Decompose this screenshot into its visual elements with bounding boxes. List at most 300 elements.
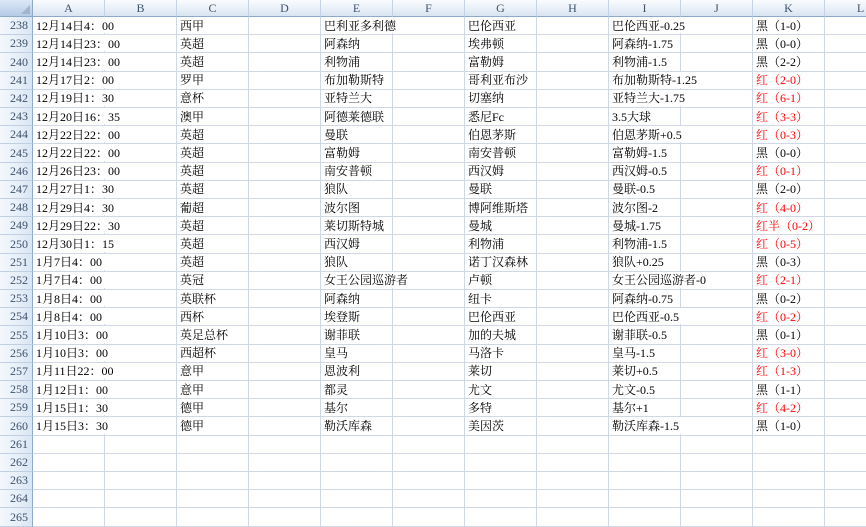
cell-L247[interactable] — [825, 181, 866, 199]
cell-D240[interactable] — [249, 53, 321, 71]
cell-A238[interactable] — [33, 17, 115, 35]
cell-E246[interactable] — [321, 163, 393, 181]
row-header-257[interactable]: 257 — [0, 363, 33, 381]
cell-G241[interactable] — [465, 72, 537, 90]
cell-E262[interactable] — [321, 454, 393, 472]
cell-K264[interactable] — [753, 490, 825, 508]
cell-F241[interactable] — [393, 72, 465, 90]
cell-H260[interactable] — [537, 417, 609, 435]
column-header-E[interactable]: E — [321, 0, 393, 17]
cell-F244[interactable] — [393, 126, 465, 144]
cell-D256[interactable] — [249, 345, 321, 363]
cell-D239[interactable] — [249, 35, 321, 53]
cell-C239[interactable] — [177, 35, 249, 53]
cell-D251[interactable] — [249, 254, 321, 272]
cell-D264[interactable] — [249, 490, 321, 508]
cell-E252[interactable] — [321, 272, 409, 290]
cell-F243[interactable] — [393, 108, 465, 126]
cell-D245[interactable] — [249, 144, 321, 162]
row-header-242[interactable]: 242 — [0, 90, 33, 108]
cell-C241[interactable] — [177, 72, 249, 90]
cell-A259[interactable] — [33, 399, 109, 417]
cell-L254[interactable] — [825, 308, 866, 326]
cell-C238[interactable] — [177, 17, 249, 35]
cell-G245[interactable] — [465, 144, 537, 162]
cell-F246[interactable] — [393, 163, 465, 181]
cell-C253[interactable] — [177, 290, 249, 308]
cell-A240[interactable] — [33, 53, 121, 71]
cell-D249[interactable] — [249, 217, 321, 235]
cell-F248[interactable] — [393, 199, 465, 217]
cell-E257[interactable] — [321, 363, 393, 381]
cell-K243[interactable] — [753, 108, 825, 126]
cell-C250[interactable] — [177, 235, 249, 253]
cell-L249[interactable] — [825, 217, 866, 235]
cell-J239[interactable] — [681, 35, 753, 53]
cell-E249[interactable] — [321, 217, 393, 235]
cell-J243[interactable] — [681, 108, 753, 126]
cell-L265[interactable] — [825, 508, 866, 526]
cell-E248[interactable] — [321, 199, 393, 217]
cell-K256[interactable] — [753, 345, 825, 363]
cell-G248[interactable] — [465, 199, 537, 217]
cell-H244[interactable] — [537, 126, 609, 144]
cell-J263[interactable] — [681, 472, 753, 490]
cell-A245[interactable] — [33, 144, 121, 162]
cell-D262[interactable] — [249, 454, 321, 472]
cell-L257[interactable] — [825, 363, 866, 381]
cell-B260[interactable] — [105, 417, 177, 435]
cell-D260[interactable] — [249, 417, 321, 435]
cell-E238[interactable] — [321, 17, 397, 35]
cell-H247[interactable] — [537, 181, 609, 199]
cell-G255[interactable] — [465, 326, 537, 344]
cell-K251[interactable] — [753, 254, 825, 272]
cell-D241[interactable] — [249, 72, 321, 90]
cell-D257[interactable] — [249, 363, 321, 381]
cell-K242[interactable] — [753, 90, 825, 108]
row-header-243[interactable]: 243 — [0, 108, 33, 126]
cell-I240[interactable] — [609, 53, 681, 71]
cell-G265[interactable] — [465, 508, 537, 526]
cell-C244[interactable] — [177, 126, 249, 144]
cell-C242[interactable] — [177, 90, 249, 108]
cell-F240[interactable] — [393, 53, 465, 71]
cell-E261[interactable] — [321, 436, 393, 454]
cell-I238[interactable] — [609, 17, 685, 35]
cell-E242[interactable] — [321, 90, 393, 108]
cell-G246[interactable] — [465, 163, 537, 181]
cell-H249[interactable] — [537, 217, 609, 235]
cell-F254[interactable] — [393, 308, 465, 326]
cell-B258[interactable] — [105, 381, 177, 399]
cell-I245[interactable] — [609, 144, 681, 162]
cell-H262[interactable] — [537, 454, 609, 472]
cell-C258[interactable] — [177, 381, 249, 399]
cell-H241[interactable] — [537, 72, 609, 90]
cell-A265[interactable] — [33, 508, 105, 526]
cell-B253[interactable] — [105, 290, 177, 308]
cell-J262[interactable] — [681, 454, 753, 472]
cell-H256[interactable] — [537, 345, 609, 363]
cell-D248[interactable] — [249, 199, 321, 217]
cell-K263[interactable] — [753, 472, 825, 490]
cell-F257[interactable] — [393, 363, 465, 381]
cell-J240[interactable] — [681, 53, 753, 71]
cell-G247[interactable] — [465, 181, 537, 199]
cell-C256[interactable] — [177, 345, 249, 363]
cell-L253[interactable] — [825, 290, 866, 308]
row-header-249[interactable]: 249 — [0, 217, 33, 235]
cell-L262[interactable] — [825, 454, 866, 472]
cell-G249[interactable] — [465, 217, 537, 235]
cell-E263[interactable] — [321, 472, 393, 490]
cell-L244[interactable] — [825, 126, 866, 144]
cell-H257[interactable] — [537, 363, 609, 381]
cell-A244[interactable] — [33, 126, 121, 144]
cell-L239[interactable] — [825, 35, 866, 53]
cell-C254[interactable] — [177, 308, 249, 326]
column-header-B[interactable]: B — [105, 0, 177, 17]
cell-L255[interactable] — [825, 326, 866, 344]
cell-J250[interactable] — [681, 235, 753, 253]
cell-K241[interactable] — [753, 72, 825, 90]
cell-K248[interactable] — [753, 199, 825, 217]
row-header-250[interactable]: 250 — [0, 235, 33, 253]
row-header-251[interactable]: 251 — [0, 254, 33, 272]
cell-H258[interactable] — [537, 381, 609, 399]
cell-L258[interactable] — [825, 381, 866, 399]
cell-F261[interactable] — [393, 436, 465, 454]
row-header-247[interactable]: 247 — [0, 181, 33, 199]
cell-A252[interactable] — [33, 272, 105, 290]
cell-F264[interactable] — [393, 490, 465, 508]
cell-D255[interactable] — [249, 326, 321, 344]
cell-F259[interactable] — [393, 399, 465, 417]
cell-H251[interactable] — [537, 254, 609, 272]
cell-I261[interactable] — [609, 436, 681, 454]
cell-A247[interactable] — [33, 181, 115, 199]
row-header-259[interactable]: 259 — [0, 399, 33, 417]
cell-D242[interactable] — [249, 90, 321, 108]
cell-D246[interactable] — [249, 163, 321, 181]
cell-E254[interactable] — [321, 308, 393, 326]
cell-D247[interactable] — [249, 181, 321, 199]
cell-L248[interactable] — [825, 199, 866, 217]
cell-F249[interactable] — [393, 217, 465, 235]
cell-K260[interactable] — [753, 417, 825, 435]
cell-C257[interactable] — [177, 363, 249, 381]
cell-I262[interactable] — [609, 454, 681, 472]
cell-C247[interactable] — [177, 181, 249, 199]
cell-G240[interactable] — [465, 53, 537, 71]
cell-K246[interactable] — [753, 163, 825, 181]
cell-C263[interactable] — [177, 472, 249, 490]
cell-A249[interactable] — [33, 217, 121, 235]
cell-J261[interactable] — [681, 436, 753, 454]
cell-E239[interactable] — [321, 35, 393, 53]
cell-C246[interactable] — [177, 163, 249, 181]
column-header-K[interactable]: K — [753, 0, 825, 17]
cell-L242[interactable] — [825, 90, 866, 108]
cell-C248[interactable] — [177, 199, 249, 217]
cell-G244[interactable] — [465, 126, 537, 144]
cell-B256[interactable] — [105, 345, 177, 363]
cell-K247[interactable] — [753, 181, 825, 199]
cell-E258[interactable] — [321, 381, 393, 399]
cell-D258[interactable] — [249, 381, 321, 399]
cell-J264[interactable] — [681, 490, 753, 508]
cell-E245[interactable] — [321, 144, 393, 162]
cell-I249[interactable] — [609, 217, 681, 235]
cell-J238[interactable] — [681, 17, 753, 35]
row-header-265[interactable]: 265 — [0, 508, 33, 526]
cell-K253[interactable] — [753, 290, 825, 308]
cell-I258[interactable] — [609, 381, 681, 399]
cell-A262[interactable] — [33, 454, 105, 472]
row-header-252[interactable]: 252 — [0, 272, 33, 290]
cell-E260[interactable] — [321, 417, 393, 435]
cell-G254[interactable] — [465, 308, 537, 326]
cell-E259[interactable] — [321, 399, 393, 417]
cell-L241[interactable] — [825, 72, 866, 90]
cell-C245[interactable] — [177, 144, 249, 162]
cell-K250[interactable] — [753, 235, 825, 253]
cell-C249[interactable] — [177, 217, 249, 235]
cell-K257[interactable] — [753, 363, 825, 381]
cell-G263[interactable] — [465, 472, 537, 490]
cell-C259[interactable] — [177, 399, 249, 417]
cell-H263[interactable] — [537, 472, 609, 490]
row-header-255[interactable]: 255 — [0, 326, 33, 344]
cell-B255[interactable] — [105, 326, 177, 344]
cell-H242[interactable] — [537, 90, 609, 108]
column-header-D[interactable]: D — [249, 0, 321, 17]
cell-I239[interactable] — [609, 35, 681, 53]
cell-L264[interactable] — [825, 490, 866, 508]
cell-C264[interactable] — [177, 490, 249, 508]
cell-E255[interactable] — [321, 326, 393, 344]
cell-K265[interactable] — [753, 508, 825, 526]
cell-L250[interactable] — [825, 235, 866, 253]
cell-H248[interactable] — [537, 199, 609, 217]
cell-C252[interactable] — [177, 272, 249, 290]
cell-K244[interactable] — [753, 126, 825, 144]
cell-H253[interactable] — [537, 290, 609, 308]
cell-J265[interactable] — [681, 508, 753, 526]
cell-F260[interactable] — [393, 417, 465, 435]
cell-K240[interactable] — [753, 53, 825, 71]
cell-K261[interactable] — [753, 436, 825, 454]
cell-I259[interactable] — [609, 399, 681, 417]
cell-D253[interactable] — [249, 290, 321, 308]
column-header-A[interactable]: A — [33, 0, 105, 17]
cell-C261[interactable] — [177, 436, 249, 454]
row-header-244[interactable]: 244 — [0, 126, 33, 144]
cell-F242[interactable] — [393, 90, 465, 108]
cell-L263[interactable] — [825, 472, 866, 490]
cell-D259[interactable] — [249, 399, 321, 417]
cell-A255[interactable] — [33, 326, 109, 344]
row-header-258[interactable]: 258 — [0, 381, 33, 399]
cell-E251[interactable] — [321, 254, 393, 272]
cell-B252[interactable] — [105, 272, 177, 290]
cell-E265[interactable] — [321, 508, 393, 526]
cell-I252[interactable] — [609, 272, 706, 290]
cell-G259[interactable] — [465, 399, 537, 417]
column-header-L[interactable]: L — [825, 0, 866, 17]
cell-D265[interactable] — [249, 508, 321, 526]
cell-I241[interactable] — [609, 72, 697, 90]
cell-G257[interactable] — [465, 363, 537, 381]
cell-L238[interactable] — [825, 17, 866, 35]
column-header-C[interactable]: C — [177, 0, 249, 17]
cell-A254[interactable] — [33, 308, 105, 326]
cell-J244[interactable] — [681, 126, 753, 144]
cell-B262[interactable] — [105, 454, 177, 472]
cell-F251[interactable] — [393, 254, 465, 272]
cell-F250[interactable] — [393, 235, 465, 253]
row-header-240[interactable]: 240 — [0, 53, 33, 71]
cell-A263[interactable] — [33, 472, 105, 490]
cell-K254[interactable] — [753, 308, 825, 326]
cell-E250[interactable] — [321, 235, 393, 253]
row-header-238[interactable]: 238 — [0, 17, 33, 35]
cell-I260[interactable] — [609, 417, 681, 435]
cell-L251[interactable] — [825, 254, 866, 272]
row-header-245[interactable]: 245 — [0, 144, 33, 162]
cell-B261[interactable] — [105, 436, 177, 454]
cell-H252[interactable] — [537, 272, 609, 290]
cell-E244[interactable] — [321, 126, 393, 144]
cell-G239[interactable] — [465, 35, 537, 53]
cell-B254[interactable] — [105, 308, 177, 326]
row-header-253[interactable]: 253 — [0, 290, 33, 308]
cell-A251[interactable] — [33, 254, 105, 272]
cell-L243[interactable] — [825, 108, 866, 126]
column-header-G[interactable]: G — [465, 0, 537, 17]
cell-H259[interactable] — [537, 399, 609, 417]
cell-A239[interactable] — [33, 35, 121, 53]
row-header-256[interactable]: 256 — [0, 345, 33, 363]
cell-K238[interactable] — [753, 17, 825, 35]
cell-L252[interactable] — [825, 272, 866, 290]
cell-K258[interactable] — [753, 381, 825, 399]
cell-I250[interactable] — [609, 235, 681, 253]
cell-J245[interactable] — [681, 144, 753, 162]
cell-B251[interactable] — [105, 254, 177, 272]
row-header-246[interactable]: 246 — [0, 163, 33, 181]
cell-J258[interactable] — [681, 381, 753, 399]
cell-G264[interactable] — [465, 490, 537, 508]
cell-I242[interactable] — [609, 90, 685, 108]
cell-F238[interactable] — [393, 17, 465, 35]
cell-F263[interactable] — [393, 472, 465, 490]
cell-A258[interactable] — [33, 381, 109, 399]
cell-B265[interactable] — [105, 508, 177, 526]
cell-D243[interactable] — [249, 108, 321, 126]
cell-L246[interactable] — [825, 163, 866, 181]
cell-I253[interactable] — [609, 290, 681, 308]
cell-K255[interactable] — [753, 326, 825, 344]
cell-G251[interactable] — [465, 254, 537, 272]
cell-C260[interactable] — [177, 417, 249, 435]
cell-E240[interactable] — [321, 53, 393, 71]
cell-L261[interactable] — [825, 436, 866, 454]
row-header-239[interactable]: 239 — [0, 35, 33, 53]
cell-J246[interactable] — [681, 163, 753, 181]
cell-B264[interactable] — [105, 490, 177, 508]
cell-F255[interactable] — [393, 326, 465, 344]
cell-C251[interactable] — [177, 254, 249, 272]
cell-G252[interactable] — [465, 272, 537, 290]
cell-I265[interactable] — [609, 508, 681, 526]
row-header-262[interactable]: 262 — [0, 454, 33, 472]
cell-G253[interactable] — [465, 290, 537, 308]
cell-L240[interactable] — [825, 53, 866, 71]
select-all-corner[interactable] — [0, 0, 33, 17]
cell-E264[interactable] — [321, 490, 393, 508]
cell-E256[interactable] — [321, 345, 393, 363]
cell-H264[interactable] — [537, 490, 609, 508]
cell-J259[interactable] — [681, 399, 753, 417]
cell-L259[interactable] — [825, 399, 866, 417]
cell-H246[interactable] — [537, 163, 609, 181]
cell-J249[interactable] — [681, 217, 753, 235]
row-header-254[interactable]: 254 — [0, 308, 33, 326]
cell-G261[interactable] — [465, 436, 537, 454]
cell-G243[interactable] — [465, 108, 537, 126]
cell-B259[interactable] — [105, 399, 177, 417]
cell-H250[interactable] — [537, 235, 609, 253]
cell-A256[interactable] — [33, 345, 109, 363]
cell-G260[interactable] — [465, 417, 537, 435]
cell-A264[interactable] — [33, 490, 105, 508]
cell-C240[interactable] — [177, 53, 249, 71]
cell-E241[interactable] — [321, 72, 393, 90]
cell-G242[interactable] — [465, 90, 537, 108]
cell-A241[interactable] — [33, 72, 115, 90]
cell-F245[interactable] — [393, 144, 465, 162]
cell-K252[interactable] — [753, 272, 825, 290]
cell-F247[interactable] — [393, 181, 465, 199]
cell-G262[interactable] — [465, 454, 537, 472]
cell-I263[interactable] — [609, 472, 681, 490]
cell-C262[interactable] — [177, 454, 249, 472]
cell-K239[interactable] — [753, 35, 825, 53]
cell-E247[interactable] — [321, 181, 393, 199]
cell-K249[interactable] — [753, 217, 825, 235]
row-header-263[interactable]: 263 — [0, 472, 33, 490]
row-header-248[interactable]: 248 — [0, 199, 33, 217]
cell-A243[interactable] — [33, 108, 121, 126]
cell-J257[interactable] — [681, 363, 753, 381]
cell-A242[interactable] — [33, 90, 115, 108]
cell-H245[interactable] — [537, 144, 609, 162]
cell-D263[interactable] — [249, 472, 321, 490]
cell-H240[interactable] — [537, 53, 609, 71]
cell-J254[interactable] — [681, 308, 753, 326]
cell-H265[interactable] — [537, 508, 609, 526]
cell-D252[interactable] — [249, 272, 321, 290]
cell-L256[interactable] — [825, 345, 866, 363]
cell-H239[interactable] — [537, 35, 609, 53]
cell-J242[interactable] — [681, 90, 753, 108]
cell-H255[interactable] — [537, 326, 609, 344]
cell-G238[interactable] — [465, 17, 537, 35]
cell-F265[interactable] — [393, 508, 465, 526]
cell-I248[interactable] — [609, 199, 681, 217]
